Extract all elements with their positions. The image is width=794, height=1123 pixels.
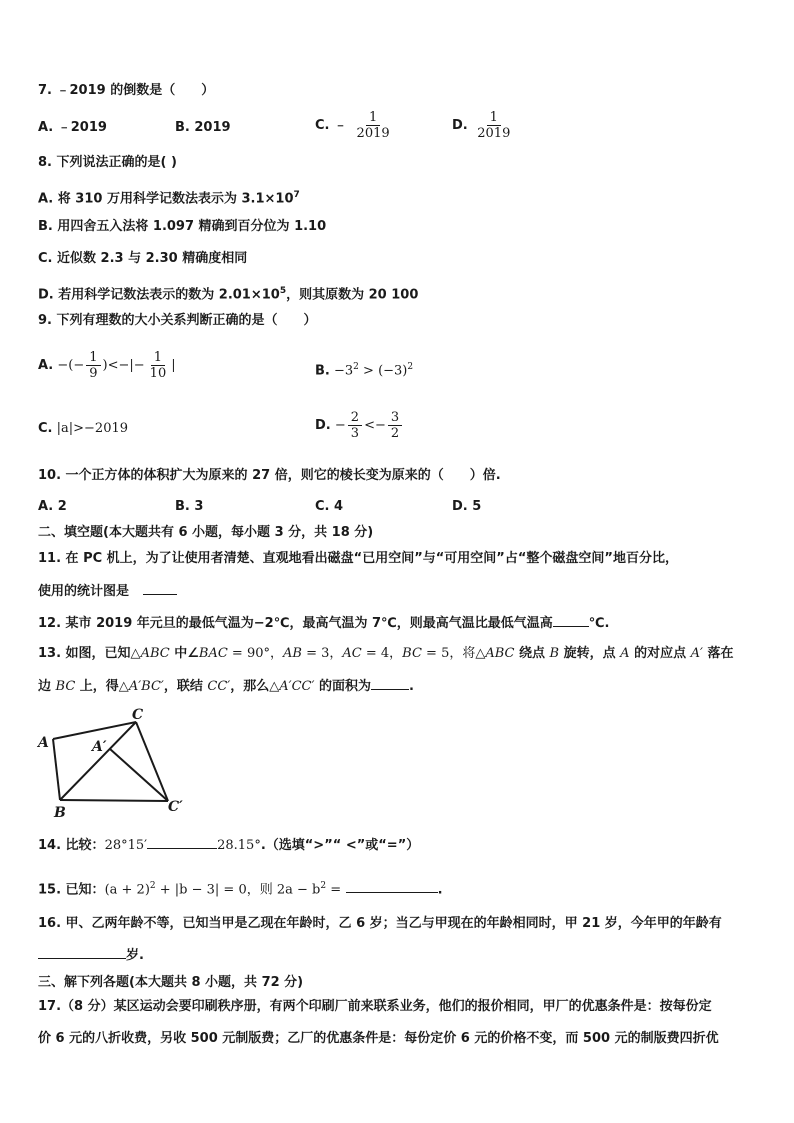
q13-line2 (38, 677, 414, 696)
q14-answer-blank[interactable] (147, 836, 217, 849)
q17-line1: 17.（8 分）某区运动会要印刷秩序册，有两个印刷厂前来联系业务，他们的报价相同，甲厂的优惠条件是：按每份定 (38, 999, 712, 1014)
q13-m-abc3: A′BC′ (128, 679, 164, 694)
q8-stem: 8. 下列说法正确的是( ) (38, 155, 177, 170)
q7-stem: 7. ﹣2019 的倒数是（ ） (38, 83, 215, 98)
q12-text: 12. 某市 2019 年元旦的最低气温为−2℃，最高气温为 7℃，则最高气温比最低气温高 (38, 616, 553, 631)
q13-t10: 落在 (702, 646, 734, 661)
figure-label-c: C (132, 707, 144, 723)
figure-segment-ac (53, 722, 136, 739)
section-3-heading: 三、解下列各题(本大题共 8 小题，共 72 分) (38, 975, 304, 990)
q15-post: . (437, 882, 443, 898)
q9-b-sup1: 2 (353, 362, 359, 372)
q9-b-label: B. (315, 363, 330, 379)
q16-line2 (38, 946, 144, 965)
q8-d-text2: ，则其原数为 20 100 (286, 287, 419, 303)
q11-line2 (38, 582, 177, 601)
q13-m-cc: CC′ (207, 679, 231, 694)
q14-pre: 14. 比较： (38, 838, 105, 853)
q15-expr3: = (326, 882, 342, 898)
q13-m-a2: A′ (690, 646, 703, 661)
q15-expr: (a + 2) (104, 882, 150, 898)
q13-m-abc: ABC (140, 646, 170, 661)
q9-d-f1-num: 2 (348, 410, 362, 426)
q11-answer-blank[interactable] (143, 582, 177, 595)
q13-t7: 绕点 (514, 646, 550, 661)
q10-option-d: D. 5 (452, 499, 482, 514)
q9-d-label: D. (315, 418, 331, 433)
q13-t4: = 3， (301, 646, 343, 661)
q9-a-frac1 (86, 350, 100, 381)
q14-line (38, 836, 419, 855)
q15-expr2: + |b − 3| = 0，则 2a − b (155, 882, 321, 898)
figure-segment-ab (53, 739, 60, 800)
section-2-heading: 二、填空题(本大题共有 6 小题，每小题 3 分，共 18 分) (38, 525, 374, 540)
q12-answer-blank[interactable] (553, 614, 589, 627)
q13-t5: = 4， (361, 646, 403, 661)
figure-segment-bc-prime (60, 800, 168, 801)
q16-unit: 岁. (126, 948, 144, 963)
q13-m-abc2: ABC (485, 646, 515, 661)
q9-a-mid: )<−|− (102, 358, 145, 373)
q13-line1 (38, 645, 734, 663)
figure-label-a-prime: A′ (92, 739, 107, 755)
q10-option-b: B. 3 (175, 499, 204, 514)
figure-label-a: A (38, 735, 49, 751)
q14-right-value: 28.15° (217, 838, 261, 853)
q8-a-sup: 7 (293, 190, 300, 200)
q7-option-c-fraction (354, 110, 393, 141)
q7-d-num: 1 (487, 110, 501, 126)
q9-a-f1-den: 9 (89, 366, 98, 381)
q10-stem: 10. 一个正方体的体积扩大为原来的 27 倍，则它的棱长变为原来的（ ）倍. (38, 468, 501, 483)
q9-a-f2-den: 10 (149, 366, 167, 381)
q13-m-ac: AC (342, 646, 362, 661)
q13-m-a: A (620, 646, 630, 661)
q13-m-ab: AB (282, 646, 302, 661)
q8-d-text1: D. 若用科学记数法表示的数为 2.01×10 (38, 287, 280, 303)
q8-a-text: A. 将 310 万用科学记数法表示为 3.1×10 (38, 191, 294, 207)
q15-pre: 15. 已知： (38, 882, 105, 898)
q14-post: .（选填“>”“ <”或“=”） (260, 838, 420, 853)
q13-t1: 13. 如图，已知△ (38, 646, 141, 661)
q15-sup: 2 (149, 881, 156, 891)
q9-option-a (38, 350, 176, 381)
q12-unit: ℃. (588, 616, 610, 631)
q8-option-c: C. 近似数 2.3 与 2.30 精确度相同 (38, 251, 248, 266)
q16-answer-blank[interactable] (38, 946, 126, 959)
q8-d-sup: 5 (279, 286, 287, 296)
q8-option-d (38, 282, 418, 304)
q13-t13: ，联结 (163, 679, 208, 694)
q9-d-pre: − (334, 418, 346, 433)
q13-m-bac: BAC (198, 646, 228, 661)
q13-t15: 的面积为 (314, 679, 371, 694)
q15-sup2: 2 (320, 881, 327, 891)
q9-d-frac2 (388, 410, 402, 441)
q15-answer-blank[interactable] (346, 880, 438, 893)
q9-a-f1-num: 1 (86, 350, 100, 366)
q7-option-d-fraction (474, 110, 513, 141)
q7-option-c (315, 110, 395, 141)
q8-option-a (38, 186, 300, 208)
q8-option-b: B. 用四舍五入法将 1.097 精确到百分位为 1.10 (38, 219, 327, 234)
q13-t12: 上，得△ (75, 679, 129, 694)
q10-option-c: C. 4 (315, 499, 344, 514)
q7-c-den: 2019 (356, 126, 390, 141)
figure-label-b: B (54, 805, 66, 821)
q7-c-num: 1 (366, 110, 380, 126)
q9-option-b (315, 358, 413, 380)
q9-d-f1-den: 3 (350, 426, 360, 441)
q9-d-frac1 (348, 410, 362, 441)
q9-d-f2-den: 2 (390, 426, 400, 441)
q13-t3: = 90°， (227, 646, 283, 661)
q11-line1: 11. 在 PC 机上，为了让使用者清楚、直观地看出磁盘“已用空间”与“可用空间”占“整个磁盘空间”地百分比， (38, 551, 678, 566)
q7-option-a: A. ﹣2019 (38, 120, 107, 135)
q14-left-value: 28°15′ (104, 838, 148, 853)
q9-c-label: C. (38, 421, 53, 436)
figure-segment-cc-prime (136, 722, 168, 801)
q9-option-c (38, 420, 128, 438)
q13-t6: = 5，将△ (421, 646, 486, 661)
q9-b-2: > (−3) (358, 363, 408, 379)
q13-t11: 边 (38, 679, 56, 694)
q9-a-f2-num: 1 (151, 350, 165, 366)
q13-m-bc2: BC (55, 679, 76, 694)
q7-option-d-label: D. (452, 118, 468, 133)
q9-b-sup2: 2 (407, 362, 414, 372)
q13-t2: 中∠ (169, 646, 199, 661)
q13-m-acc: A′CC′ (279, 679, 315, 694)
q9-d-mid: <− (364, 418, 386, 433)
q7-option-c-label: C. ﹣ (315, 118, 348, 133)
q11-line2-text: 使用的统计图是 (38, 584, 130, 599)
q13-m-bc: BC (402, 646, 422, 661)
q9-stem: 9. 下列有理数的大小关系判断正确的是（ ） (38, 313, 317, 328)
q9-a-post: | (171, 358, 176, 373)
q9-option-d (315, 410, 404, 441)
q9-c-expr: |a|>−2019 (56, 421, 129, 436)
q13-geometry-figure (30, 705, 200, 823)
q7-option-d (452, 110, 515, 141)
figure-label-c-prime: C′ (168, 799, 183, 815)
q9-a-pre: −(− (57, 358, 85, 373)
figure-segment-ap-cp (110, 749, 168, 801)
q13-t16: . (408, 679, 414, 694)
q7-option-b: B. 2019 (175, 120, 231, 135)
q13-t8: 旋转，点 (559, 646, 621, 661)
q13-t9: 的对应点 (629, 646, 691, 661)
q13-m-b: B (549, 646, 560, 661)
q17-line2: 价 6 元的八折收费，另收 500 元制版费；乙厂的优惠条件是：每份定价 6 元的价格不变，而 500 元的制版费四折优 (38, 1031, 719, 1046)
q9-b-1: −3 (334, 363, 354, 379)
q12-line (38, 614, 609, 633)
q9-d-f2-num: 3 (388, 410, 402, 426)
q7-d-den: 2019 (477, 126, 511, 141)
q10-option-a: A. 2 (38, 499, 67, 514)
q15-line (38, 877, 443, 899)
q13-answer-blank[interactable] (371, 677, 409, 690)
q9-a-frac2 (147, 350, 170, 381)
q9-a-label: A. (38, 358, 54, 373)
q13-t14: ，那么△ (230, 679, 280, 694)
q16-line1: 16. 甲、乙两年龄不等，已知当甲是乙现在年龄时，乙 6 岁；当乙与甲现在的年龄相同时，甲 21 岁，今年甲的年龄有 (38, 916, 722, 931)
